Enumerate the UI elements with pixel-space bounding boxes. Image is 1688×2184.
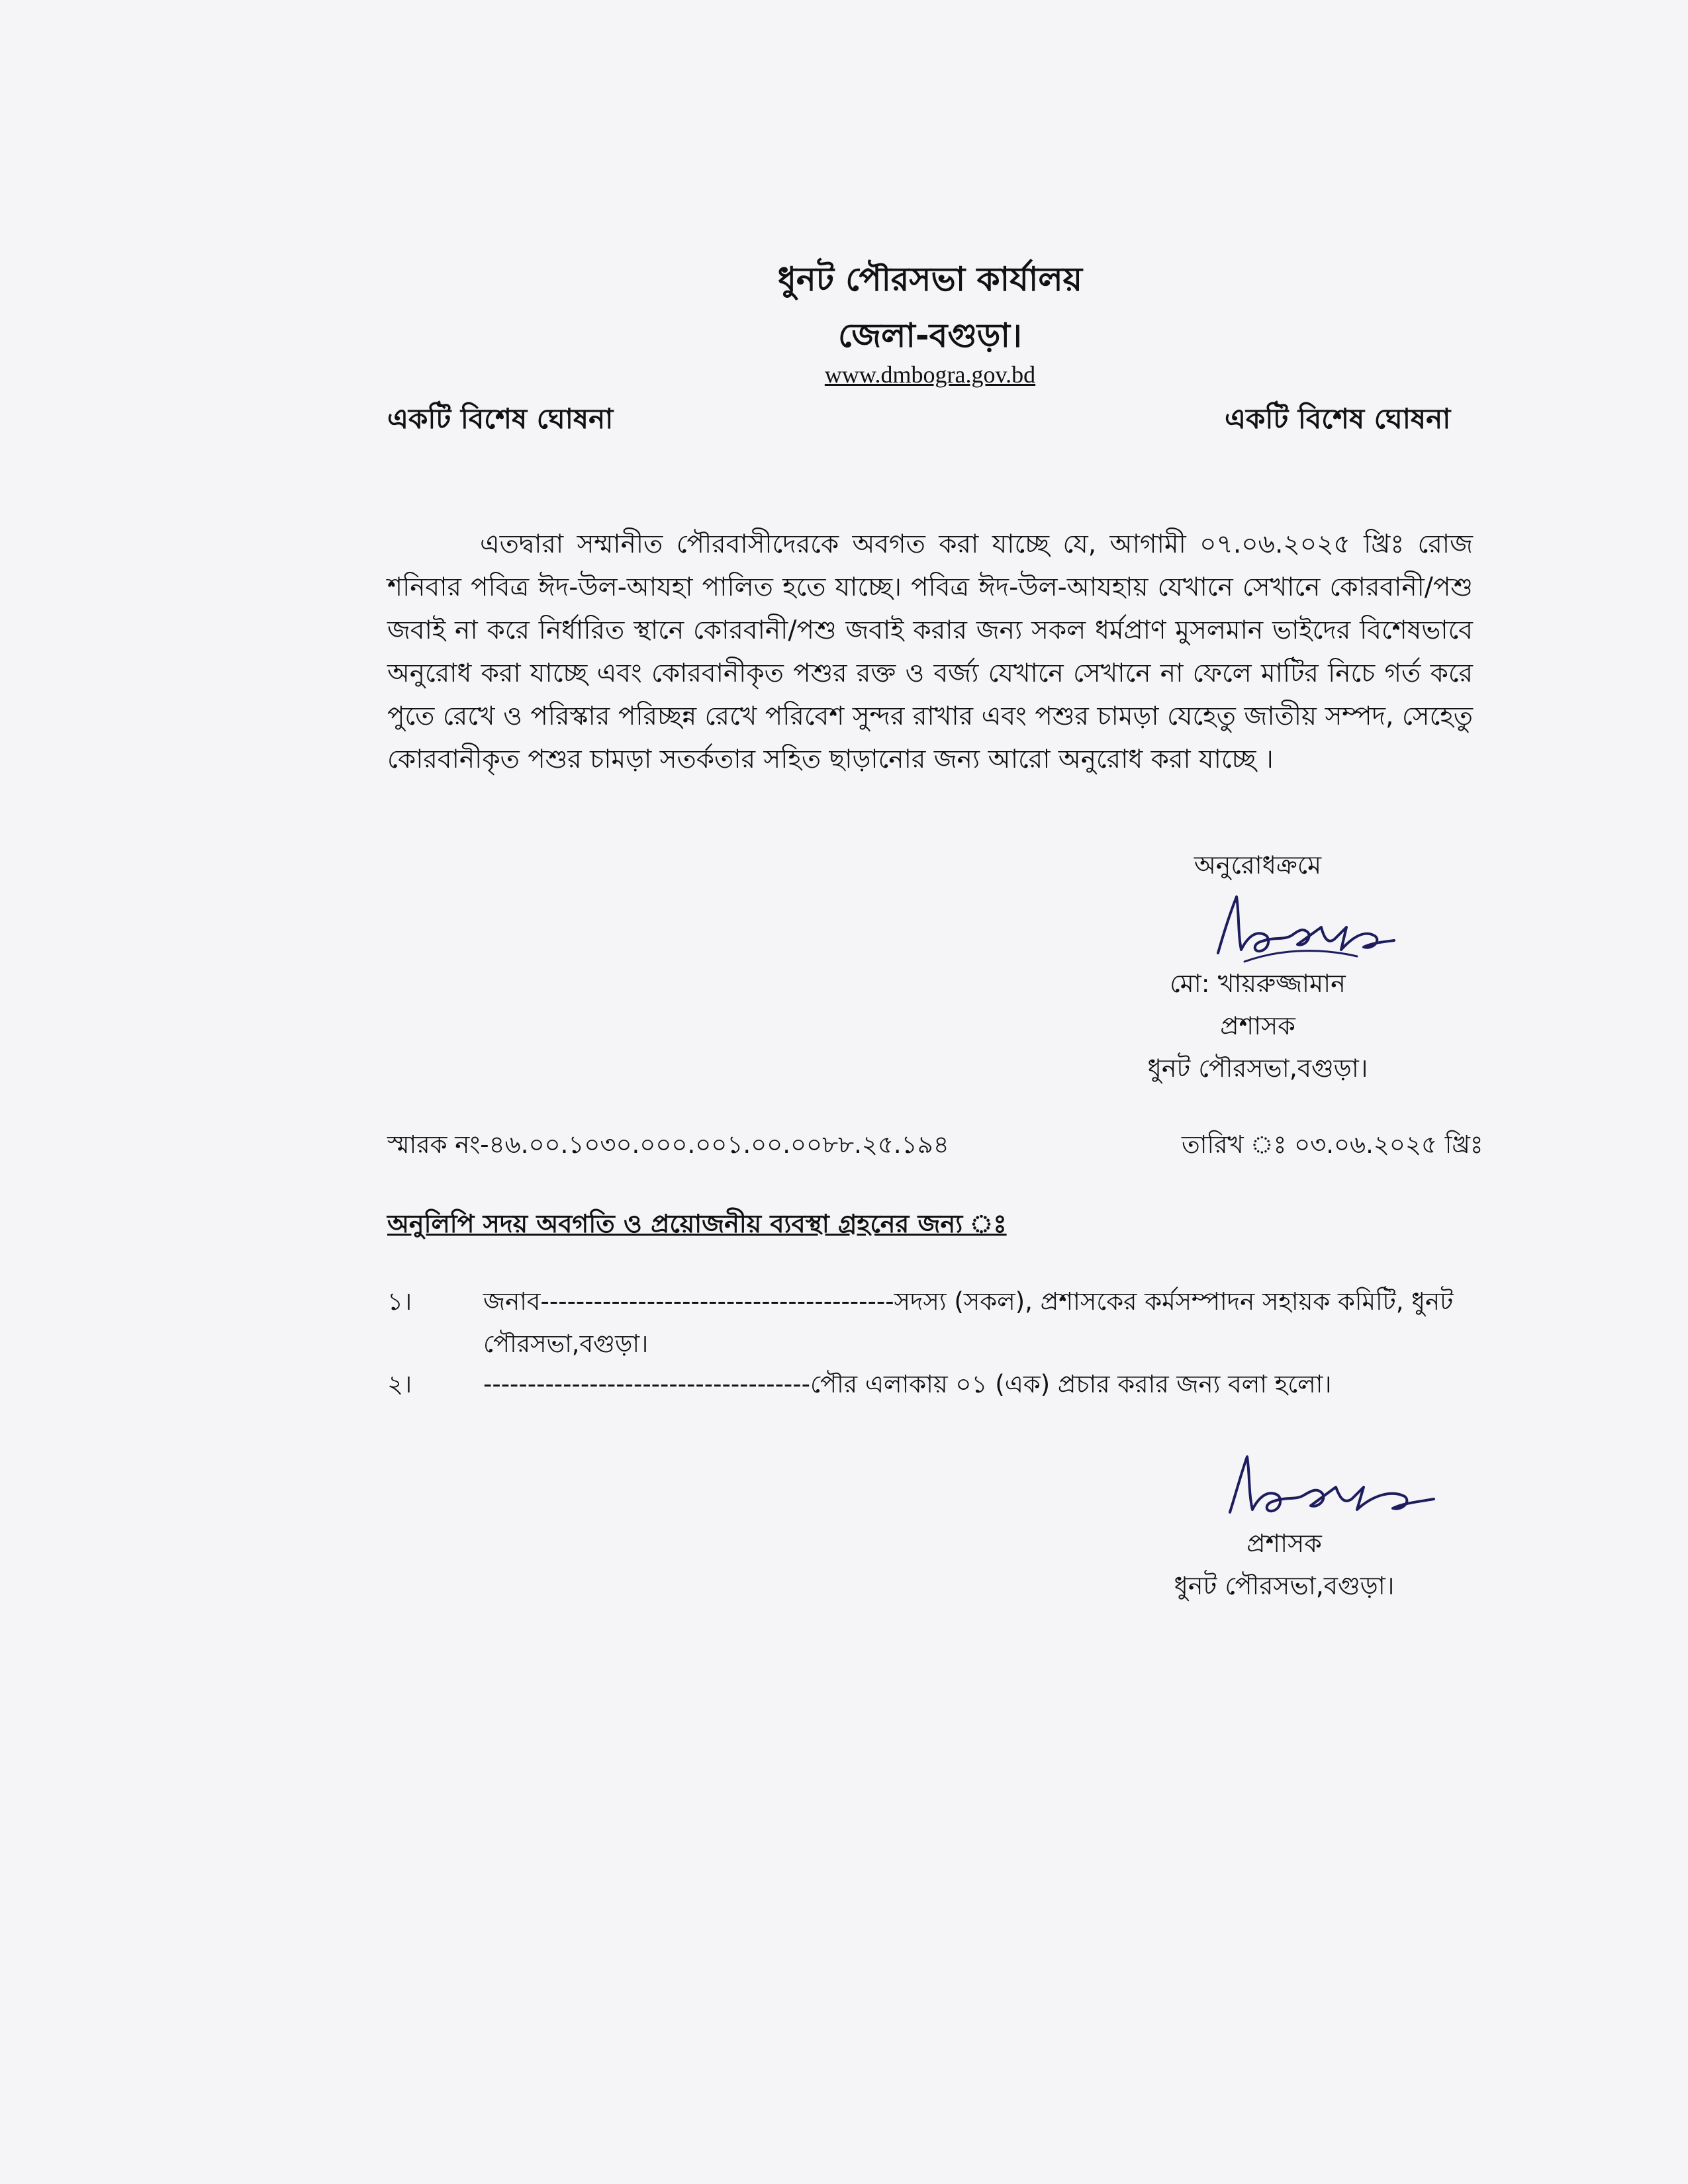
signatory-office: ধুনট পৌরসভা,বগুড়া। <box>1147 1054 1368 1083</box>
copy-item-text: জনাব----------------------------------------সদস্য (সকল), প্রশাসকের কর্মসম্পাদন সহায়ক কমিটি, ধুনট পৌরসভা,বগুড়া। <box>483 1287 1454 1358</box>
copy-item-text: -------------------------------------পৌর এলাকায় ০১ (এক) প্রচার করার জন্য বলা হলো। <box>483 1370 1332 1398</box>
signature-block-2 <box>1125 1522 1443 1607</box>
notice-body: এতদ্বারা সম্মানীত পৌরবাসীদেরকে অবগত করা যাচ্ছে যে, আগামী ০৭.০৬.২০২৫ খ্রিঃ রোজ শনিবার পবিত্র ঈদ-উল-আযহা পালিত হতে যাচ্ছে। পবিত্র ঈদ-উল-আযহায় যেখানে সেখানে কোরবানী/পশু জবাই না করে নির্ধারিত স্থানে কোরবানী/পশু জবাই করার জন্য সকল ধর্মপ্রাণ মুসলমান ভাইদের বিশেষভাবে অনুরোধ করা যাচ্ছে এবং কোরবানীকৃত পশুর রক্ত ও বর্জ্য যেখানে সেখানে না ফেলে মাটির নিচে গর্ত করে পুতে রেখে ও পরিস্কার পরিচ্ছন্ন রেখে পরিবেশ সুন্দর রাখার এবং পশুর চামড়া যেহেতু জাতীয় সম্পদ, সেহেতু কোরবানীকৃত পশুর চামড়া সতর্কতার সহিত ছাড়ানোর জন্য আরো অনুরোধ করা যাচ্ছে । <box>387 529 1473 774</box>
notice-heading-left: একটি বিশেষ ঘোষনা <box>387 402 614 435</box>
office-title: ধুনট পৌরসভা কার্যালয় <box>777 260 1083 298</box>
signatory-name: মো: খায়রুজ্জামান <box>1170 969 1346 998</box>
notice-heading-right: একটি বিশেষ ঘোষনা <box>1225 402 1451 435</box>
memo-date: তারিখ ঃ ০৩.০৬.২০২৫ খ্রিঃ <box>1182 1130 1483 1159</box>
handwritten-signature <box>1205 884 1403 970</box>
signatory-title: প্রশাসক <box>1246 1529 1322 1558</box>
closing-text: অনুরোধক্রমে <box>1194 850 1322 880</box>
website-link[interactable]: www.dmbogra.gov.bd <box>824 361 1036 388</box>
copy-item-1 <box>387 1281 1473 1365</box>
district-name: জেলা-বগুড়া। <box>838 316 1022 355</box>
signatory-title: প্রশাসক <box>1220 1011 1295 1040</box>
handwritten-signature-2 <box>1218 1446 1443 1525</box>
signatory-office: ধুনট পৌরসভা,বগুড়া। <box>1174 1571 1395 1600</box>
copy-item-number: ১। <box>387 1287 412 1316</box>
memo-number: স্মারক নং-৪৬.০০.১০৩০.০০০.০০১.০০.০০৮৮.২৫.১৯৪ <box>387 1130 949 1159</box>
copy-item-number: ২। <box>387 1370 412 1398</box>
copy-item-2 <box>387 1363 1473 1406</box>
copies-heading: অনুলিপি সদয় অবগতি ও প্রয়োজনীয় ব্যবস্থা গ্রহনের জন্য ঃ <box>387 1209 1007 1238</box>
